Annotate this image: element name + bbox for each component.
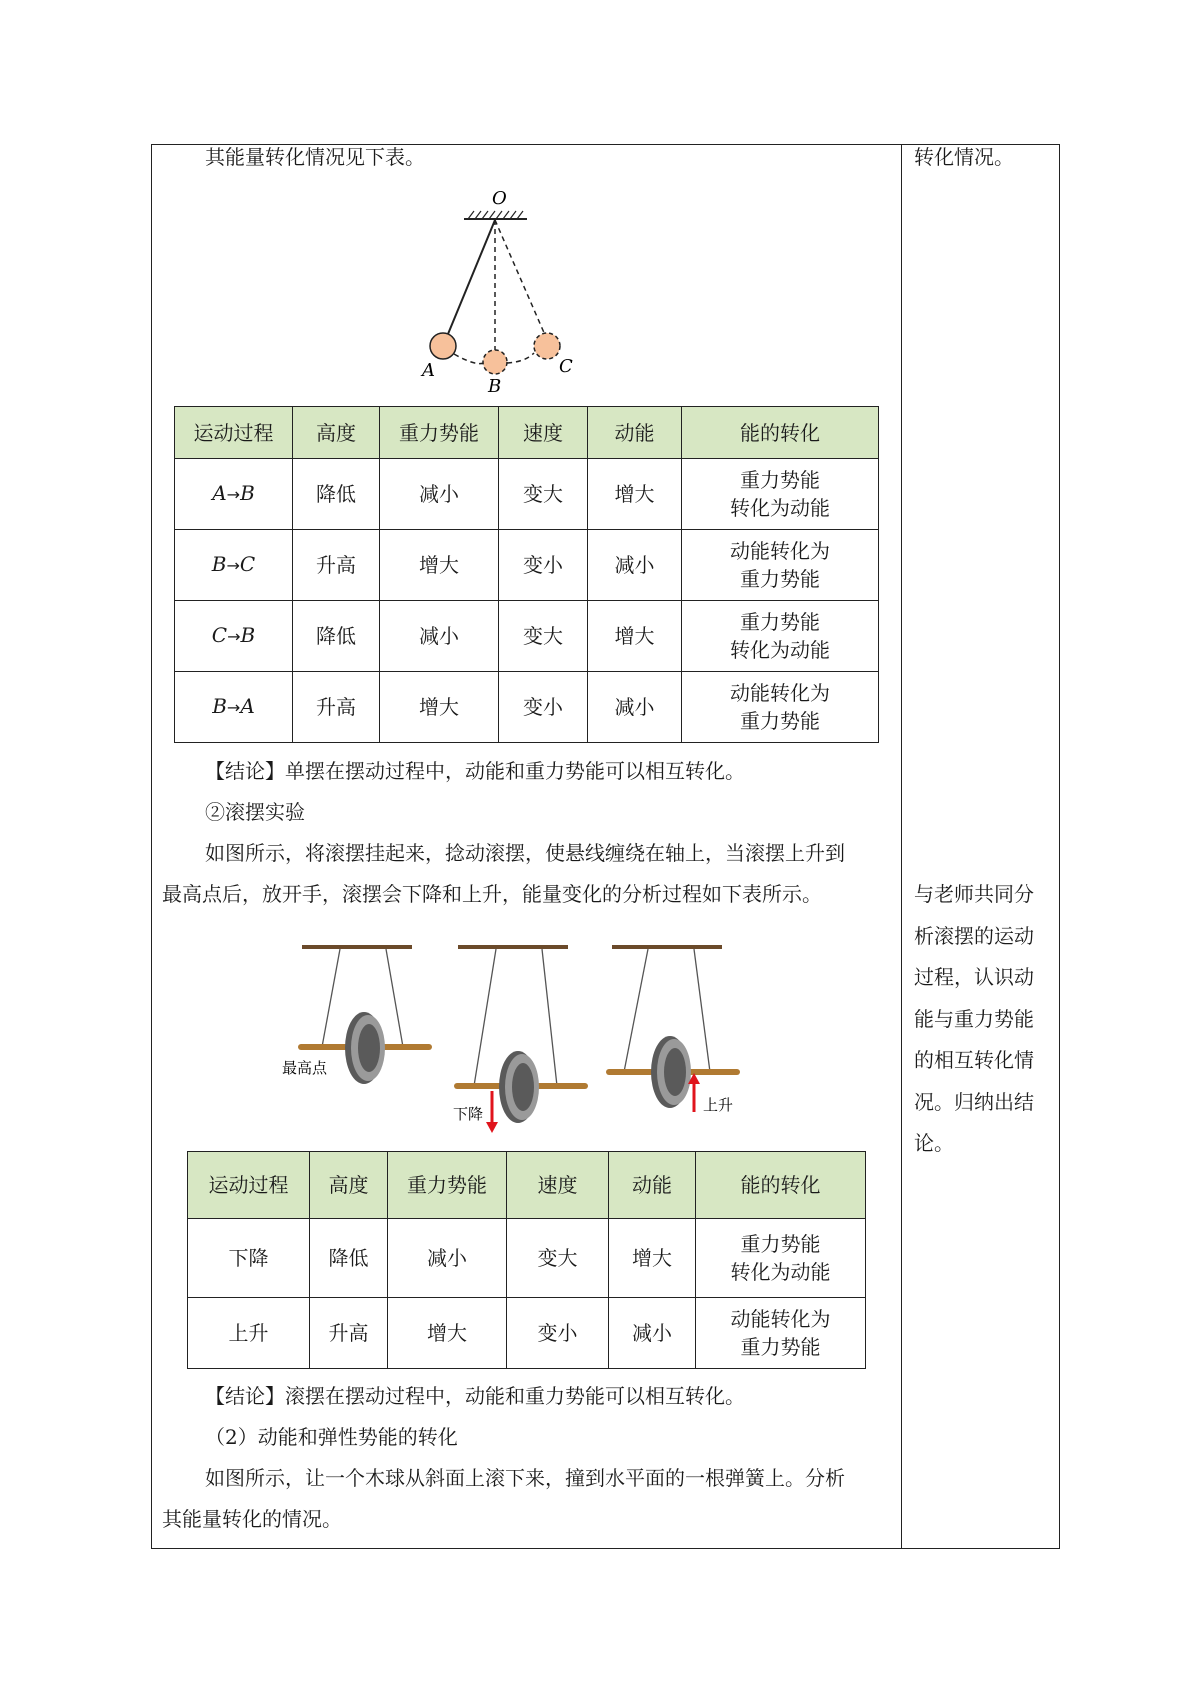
height-cell: 升高 [293, 672, 380, 743]
label-c: C [559, 356, 573, 377]
intro-line: 其能量转化情况见下表。 [205, 145, 425, 169]
column-divider [901, 144, 902, 1549]
table-row [188, 1219, 866, 1298]
conversion-cell: 动能转化为 重力势能 [682, 530, 879, 601]
process-cell: A→B [175, 459, 293, 530]
conversion-cell: 重力势能 转化为动能 [696, 1219, 866, 1298]
conversion-cell: 重力势能 转化为动能 [682, 459, 879, 530]
ke-cell: 增大 [609, 1219, 696, 1298]
conversion-cell: 重力势能 转化为动能 [682, 601, 879, 672]
ke-cell: 减小 [588, 530, 682, 601]
header-cell: 运动过程 [188, 1152, 310, 1219]
table-row [175, 672, 879, 743]
process-cell: 下降 [188, 1219, 310, 1298]
speed-cell: 变小 [499, 672, 588, 743]
label-descend: 下降 [453, 1105, 484, 1123]
pe-cell: 减小 [388, 1219, 507, 1298]
pe-cell: 增大 [380, 672, 499, 743]
side-note-line: 能与重力势能 [914, 1006, 1034, 1031]
table-row [188, 1298, 866, 1369]
ke-cell: 减小 [609, 1298, 696, 1369]
table-header-row [175, 407, 879, 459]
roll-paragraph-line-1: 如图所示，将滚摆挂起来，捻动滚摆，使悬线缠绕在轴上，当滚摆上升到 [205, 841, 845, 865]
ball-c [534, 333, 560, 359]
speed-cell: 变小 [507, 1298, 609, 1369]
header-cell: 动能 [588, 407, 682, 459]
side-note-block [914, 874, 1050, 1165]
wheel-descending [454, 945, 588, 1123]
side-note-line: 论。 [914, 1131, 954, 1155]
header-cell: 重力势能 [388, 1152, 507, 1219]
pe-cell: 减小 [380, 601, 499, 672]
speed-cell: 变大 [507, 1219, 609, 1298]
process-cell: B→C [175, 530, 293, 601]
header-cell: 高度 [310, 1152, 388, 1219]
roll-title: ②滚摆实验 [205, 800, 305, 824]
conversion-cell: 动能转化为 重力势能 [696, 1298, 866, 1369]
label-ascend: 上升 [703, 1096, 734, 1114]
ball-a [430, 333, 456, 359]
header-cell: 高度 [293, 407, 380, 459]
conclusion-2: 【结论】滚摆在摆动过程中，动能和重力势能可以相互转化。 [205, 1384, 745, 1408]
height-cell: 降低 [310, 1219, 388, 1298]
wheel-ascending [606, 945, 740, 1108]
ball-b [483, 350, 507, 374]
section-2-line-2: 其能量转化的情况。 [162, 1507, 342, 1531]
table-row [175, 459, 879, 530]
header-cell: 速度 [507, 1152, 609, 1219]
table-row [175, 601, 879, 672]
ke-cell: 增大 [588, 459, 682, 530]
label-o: O [492, 188, 507, 209]
rolling-energy-table [187, 1151, 866, 1369]
table-header-row [188, 1152, 866, 1219]
pendulum-energy-table [174, 406, 879, 743]
side-note-top: 转化情况。 [914, 145, 1014, 169]
label-b: B [488, 376, 502, 397]
ke-cell: 增大 [588, 601, 682, 672]
height-cell: 降低 [293, 601, 380, 672]
side-note-line: 的相互转化情 [914, 1048, 1034, 1072]
label-a: A [422, 360, 435, 381]
process-cell: 上升 [188, 1298, 310, 1369]
section-2-title: （2）动能和弹性势能的转化 [205, 1425, 458, 1449]
roll-paragraph-line-2: 最高点后，放开手，滚摆会下降和上升，能量变化的分析过程如下表所示。 [162, 882, 822, 906]
rolling-pendulum-diagram [270, 930, 740, 1135]
section-2-line-1: 如图所示，让一个木球从斜面上滚下来，撞到水平面的一根弹簧上。分析 [205, 1466, 845, 1490]
pendulum-diagram [410, 182, 590, 397]
pendulum-string [448, 220, 495, 334]
side-note-line: 况。归纳出结 [914, 1089, 1034, 1114]
header-cell: 重力势能 [380, 407, 499, 459]
label-highest: 最高点 [282, 1059, 328, 1077]
height-cell: 升高 [310, 1298, 388, 1369]
table-row [175, 530, 879, 601]
speed-cell: 变大 [499, 459, 588, 530]
conversion-cell: 动能转化为 重力势能 [682, 672, 879, 743]
process-cell: C→B [175, 601, 293, 672]
header-cell: 动能 [609, 1152, 696, 1219]
header-cell: 能的转化 [696, 1152, 866, 1219]
header-cell: 运动过程 [175, 407, 293, 459]
speed-cell: 变小 [499, 530, 588, 601]
conclusion-1: 【结论】单摆在摆动过程中，动能和重力势能可以相互转化。 [205, 759, 745, 783]
header-cell: 能的转化 [682, 407, 879, 459]
side-note-line: 与老师共同分 [914, 882, 1034, 906]
ke-cell: 减小 [588, 672, 682, 743]
speed-cell: 变大 [499, 601, 588, 672]
side-note-line: 析滚摆的运动 [914, 923, 1034, 948]
pe-cell: 增大 [388, 1298, 507, 1369]
side-note-line: 过程，认识动 [914, 965, 1034, 989]
height-cell: 降低 [293, 459, 380, 530]
pe-cell: 减小 [380, 459, 499, 530]
header-cell: 速度 [499, 407, 588, 459]
process-cell: B→A [175, 672, 293, 743]
height-cell: 升高 [293, 530, 380, 601]
pe-cell: 增大 [380, 530, 499, 601]
